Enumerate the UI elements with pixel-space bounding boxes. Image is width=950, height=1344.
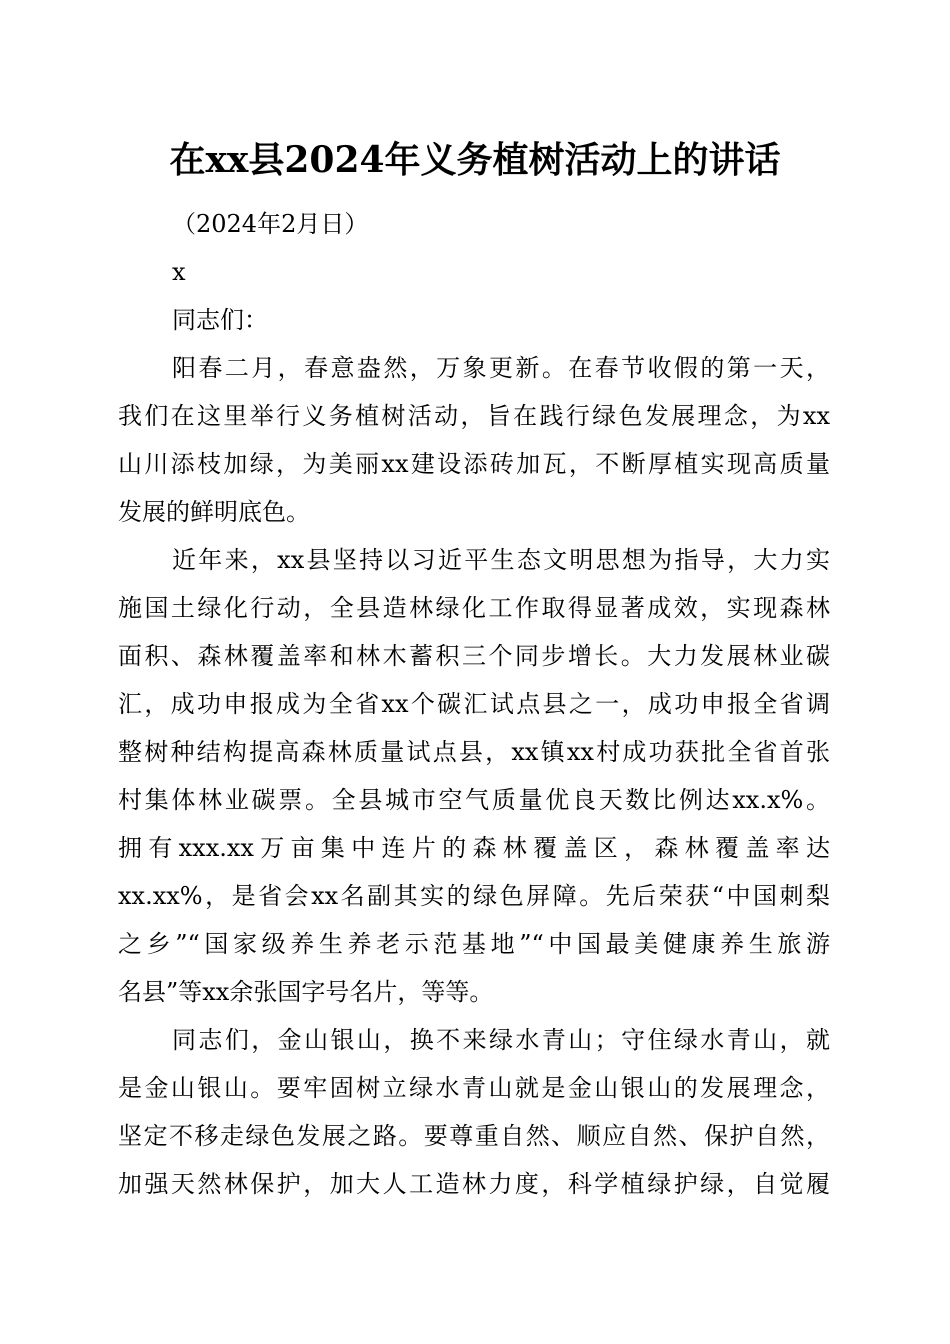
date-line: （2024年2月日） <box>172 210 369 238</box>
paragraph-line: 施国土绿化行动，全县造林绿化工作取得显著成效，实现森林 <box>118 594 830 622</box>
paragraph <box>118 344 830 536</box>
paragraph <box>118 536 830 1016</box>
paragraph-line: xx.xx%，是省会xx名副其实的绿色屏障。先后荣获“中国刺梨 <box>118 882 830 910</box>
paragraph <box>118 1016 830 1208</box>
paragraph-line: 加强天然林保护，加大人工造林力度，科学植绿护绿，自觉履 <box>118 1170 830 1198</box>
paragraph-line: 发展的鲜明底色。 <box>118 498 310 526</box>
paragraph-line: 是金山银山。要牢固树立绿水青山就是金山银山的发展理念， <box>118 1074 830 1102</box>
paragraph-line: 我们在这里举行义务植树活动，旨在践行绿色发展理念，为xx <box>118 402 830 430</box>
paragraph-line: 阳春二月，春意盎然，万象更新。在春节收假的第一天， <box>172 354 830 382</box>
paragraph-line: 村集体林业碳票。全县城市空气质量优良天数比例达xx.x%。 <box>118 786 830 814</box>
paragraph-line: 面积、森林覆盖率和林木蓄积三个同步增长。大力发展林业碳 <box>118 642 830 670</box>
paragraph-line: 坚定不移走绿色发展之路。要尊重自然、顺应自然、保护自然， <box>118 1122 830 1150</box>
paragraph-line: 整树种结构提高森林质量试点县，xx镇xx村成功获批全省首张 <box>118 738 830 766</box>
paragraph-line: 拥有xxx.xx万亩集中连片的森林覆盖区，森林覆盖率达 <box>118 834 830 862</box>
document-title: 在xx县2024年义务植树活动上的讲话 <box>169 139 781 181</box>
paragraph-line: 名县”等xx余张国字号名片，等等。 <box>118 978 494 1006</box>
salutation-line: 同志们： <box>172 306 268 334</box>
paragraph-line: 汇，成功申报成为全省xx个碳汇试点县之一，成功申报全省调 <box>118 690 830 718</box>
paragraph-line: 之乡”“国家级养生养老示范基地”“中国最美健康养生旅游 <box>118 930 830 958</box>
paragraph-line: 同志们，金山银山，换不来绿水青山；守住绿水青山，就 <box>172 1026 830 1054</box>
speaker-line: x <box>172 258 186 286</box>
paragraph-line: 山川添枝加绿，为美丽xx建设添砖加瓦，不断厚植实现高质量 <box>118 450 830 478</box>
paragraph-line: 近年来，xx县坚持以习近平生态文明思想为指导，大力实 <box>172 546 830 574</box>
document-body <box>118 200 830 1208</box>
